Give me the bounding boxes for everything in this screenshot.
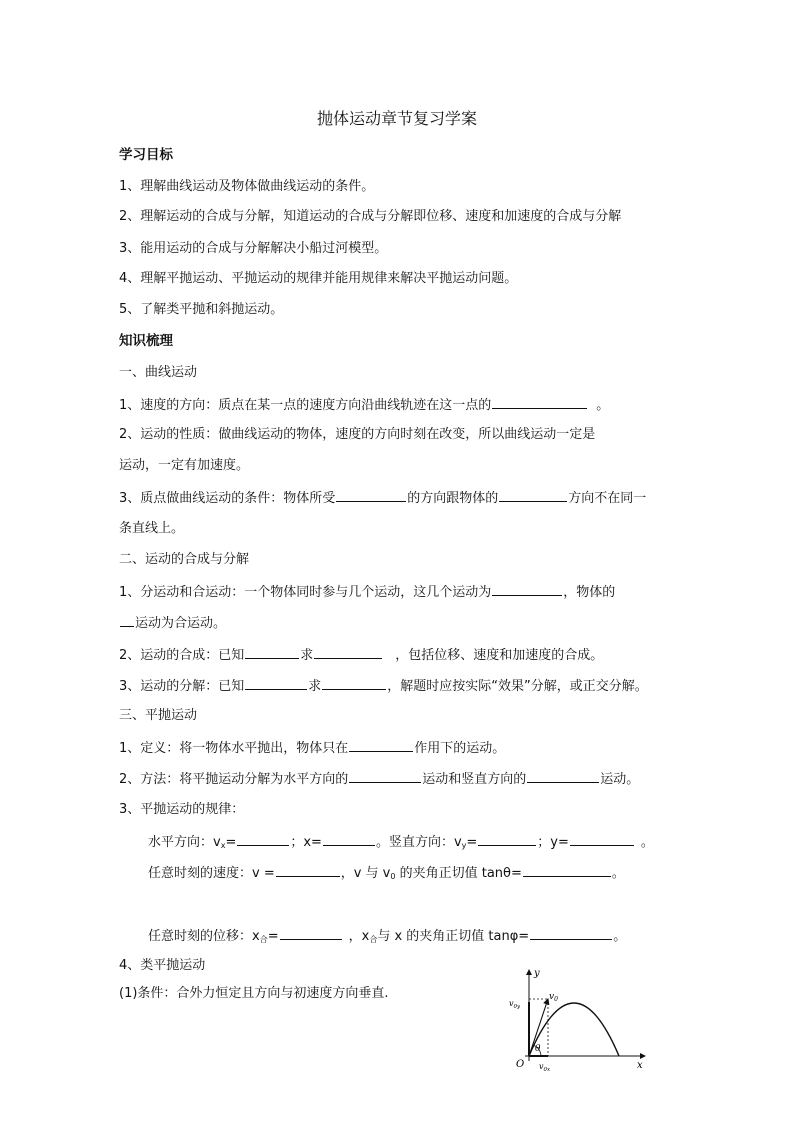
projectile-diagram bbox=[505, 965, 650, 1075]
text: 水平方向：v bbox=[148, 835, 221, 850]
comp-item-1-cont bbox=[119, 613, 226, 633]
text: 1、速度的方向：质点在某一点的速度方向沿曲线轨迹在这一点的 bbox=[119, 398, 492, 413]
sub: 合 bbox=[259, 935, 268, 944]
text: ，解题时应按实际“效果”分解，或正交分解。 bbox=[387, 679, 648, 694]
fill-blank[interactable] bbox=[349, 769, 421, 783]
origin-label: O bbox=[516, 1059, 525, 1070]
page-title: 抛体运动章节复习学案 bbox=[316, 109, 477, 128]
goal-5: 5、了解类平抛和斜抛运动。 bbox=[119, 302, 284, 317]
fill-blank[interactable] bbox=[523, 863, 611, 877]
text: 3、运动的分解：已知 bbox=[119, 679, 245, 694]
v0-label-main: v bbox=[549, 992, 555, 1002]
comp-item-3 bbox=[119, 676, 648, 696]
v0x-label-main: v bbox=[539, 1062, 544, 1071]
text: 。 bbox=[640, 835, 654, 850]
text: 1、定义：将一物体水平抛出，物体只在 bbox=[119, 741, 349, 756]
heading-projectile: 三、平抛运动 bbox=[119, 708, 198, 723]
text: 任意时刻的速度：v = bbox=[148, 866, 275, 881]
text: 运动和竖直方向的 bbox=[422, 772, 527, 787]
comp-item-1 bbox=[119, 582, 615, 602]
rule-components bbox=[148, 832, 654, 855]
proj-item-3: 3、平抛运动的规律： bbox=[119, 802, 245, 817]
fill-blank[interactable] bbox=[276, 863, 340, 877]
goal-2: 2、理解运动的合成与分解，知道运动的合成与分解即位移、速度和加速度的合成与分解 bbox=[119, 209, 622, 224]
proj-item-2 bbox=[119, 769, 639, 789]
text: ，包括位移、速度和加速度的合成。 bbox=[395, 648, 604, 663]
y-axis-label: y bbox=[534, 968, 540, 979]
x-axis-label: x bbox=[637, 1060, 643, 1071]
fill-blank[interactable] bbox=[120, 613, 134, 627]
text: ；y= bbox=[537, 835, 569, 850]
text: ，物体的 bbox=[563, 585, 616, 600]
text: = bbox=[225, 835, 237, 850]
text: = bbox=[267, 929, 279, 944]
text: 任意时刻的位移：x bbox=[148, 929, 260, 944]
heading-composition: 二、运动的合成与分解 bbox=[119, 552, 250, 567]
fill-blank[interactable] bbox=[322, 676, 386, 690]
text: 1、分运动和合运动：一个物体同时参与几个运动，这几个运动为 bbox=[119, 585, 492, 600]
fill-blank[interactable] bbox=[245, 645, 299, 659]
text: = bbox=[466, 835, 478, 850]
text: ；x= bbox=[290, 835, 322, 850]
proj-item-1 bbox=[119, 738, 505, 758]
v0-label-sub: 0 bbox=[554, 996, 558, 1003]
sub: x bbox=[220, 841, 226, 850]
v0x-label-sub: 0x bbox=[543, 1067, 551, 1073]
fill-blank[interactable] bbox=[530, 926, 612, 940]
fill-blank[interactable] bbox=[499, 488, 567, 502]
comp-item-2 bbox=[119, 645, 603, 665]
text: 3、质点做曲线运动的条件：物体所受 bbox=[119, 491, 336, 506]
fill-blank[interactable] bbox=[237, 832, 289, 846]
fill-blank[interactable] bbox=[478, 832, 536, 846]
fill-blank[interactable] bbox=[336, 488, 406, 502]
sub: 合 bbox=[369, 935, 378, 944]
curve-item-2: 2、运动的性质：做曲线运动的物体，速度的方向时刻在改变，所以曲线运动一定是 bbox=[119, 427, 596, 442]
fill-blank[interactable] bbox=[314, 645, 382, 659]
sub: y bbox=[461, 841, 467, 850]
fill-blank[interactable] bbox=[349, 738, 413, 752]
fill-blank[interactable] bbox=[280, 926, 342, 940]
text: 。 bbox=[613, 929, 627, 944]
text: 2、方法：将平抛运动分解为水平方向的 bbox=[119, 772, 349, 787]
text: 运动。 bbox=[600, 772, 640, 787]
trajectory-curve bbox=[529, 1003, 619, 1056]
v0y-label-main: v bbox=[509, 999, 514, 1008]
curve-item-3-cont: 条直线上。 bbox=[119, 521, 185, 536]
goal-1: 1、理解曲线运动及物体做曲线运动的条件。 bbox=[119, 179, 375, 194]
curve-item-2-cont: 运动，一定有加速度。 bbox=[119, 458, 250, 473]
sub: 0 bbox=[390, 872, 396, 881]
text: 。 bbox=[596, 398, 610, 413]
theta-label: θ bbox=[535, 1044, 541, 1054]
text: 运动为合运动。 bbox=[135, 616, 227, 631]
v0-label bbox=[549, 992, 558, 1003]
fill-blank[interactable] bbox=[492, 395, 587, 409]
fill-blank[interactable] bbox=[245, 676, 307, 690]
fill-blank[interactable] bbox=[570, 832, 634, 846]
text: 的夹角正切值 tanθ= bbox=[395, 866, 522, 881]
rule-displacement bbox=[148, 926, 626, 949]
v0y-label bbox=[509, 999, 521, 1010]
text: 与 x 的夹角正切值 tanφ= bbox=[377, 929, 530, 944]
fill-blank[interactable] bbox=[323, 832, 375, 846]
text: 。竖直方向：v bbox=[375, 835, 462, 850]
text: 的方向跟物体的 bbox=[407, 491, 499, 506]
text: 求 bbox=[308, 679, 322, 694]
proj-item-4-condition: (1)条件：合外力恒定且方向与初速度方向垂直. bbox=[119, 986, 389, 1001]
v0y-label-sub: 0y bbox=[513, 1004, 521, 1010]
text: 求 bbox=[300, 648, 314, 663]
section-learning-goals: 学习目标 bbox=[119, 147, 173, 163]
fill-blank[interactable] bbox=[492, 582, 562, 596]
curve-item-3 bbox=[119, 488, 646, 508]
fill-blank[interactable] bbox=[527, 769, 599, 783]
section-knowledge: 知识梳理 bbox=[119, 333, 173, 349]
proj-item-4: 4、类平抛运动 bbox=[119, 958, 206, 973]
goal-4: 4、理解平抛运动、平抛运动的规律并能用规律来解决平抛运动问题。 bbox=[119, 271, 518, 286]
goal-3: 3、能用运动的合成与分解解决小船过河模型。 bbox=[119, 241, 388, 256]
text: 方向不在同一 bbox=[568, 491, 647, 506]
text: ，v 与 v bbox=[340, 866, 391, 881]
text: 作用下的运动。 bbox=[414, 741, 506, 756]
rule-velocity bbox=[148, 863, 625, 886]
heading-curve-motion: 一、曲线运动 bbox=[119, 365, 198, 380]
curve-item-1 bbox=[119, 395, 609, 415]
text: 。 bbox=[611, 866, 625, 881]
text: ，x bbox=[348, 929, 370, 944]
v0x-label bbox=[539, 1062, 551, 1073]
text: 2、运动的合成：已知 bbox=[119, 648, 245, 663]
